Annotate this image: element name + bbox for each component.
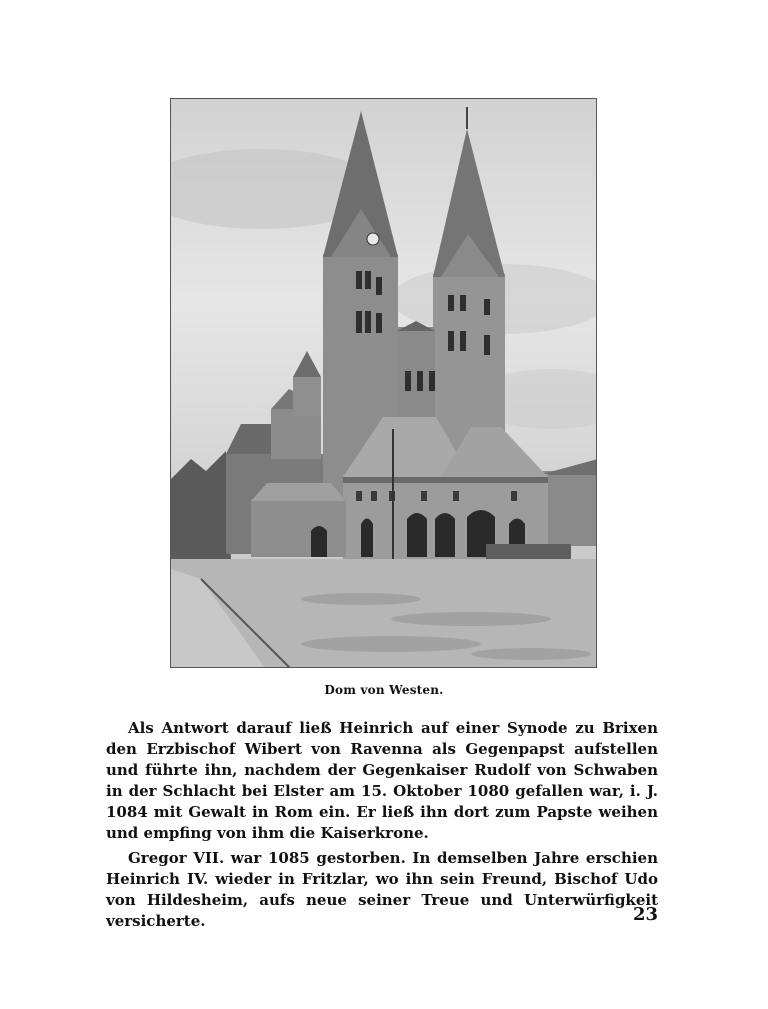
- paragraph: Als Antwort darauf ließ Heinrich auf einer Synode zu Brixen den Erzbischof Wibert von Ravenna als Gegenpapst aufstellen und führte ihn, nachdem der Gegenkaiser Rudolf von Schwaben in der Schlacht bei Elster am 15. Oktober 1080 gefallen war, i. J. 1084 mit Gewalt in Rom ein. Er ließ ihn dort zum Papste weihen und empfing von ihm die Kaiserkrone.: [106, 719, 658, 842]
- figure-caption: Dom von Westen.: [324, 683, 444, 697]
- page-number: 23: [632, 904, 658, 925]
- cathedral-illustration: [171, 99, 597, 668]
- body-text: [106, 718, 658, 936]
- cathedral-photograph: [170, 98, 597, 668]
- paragraph: Gregor VII. war 1085 gestorben. In demselben Jahre erschien Heinrich IV. wieder in Fritzlar, wo ihn sein Freund, Bischof Udo von Hildesheim, aufs neue seiner Treue und Unterwürfigkeit versicherte.: [106, 849, 658, 930]
